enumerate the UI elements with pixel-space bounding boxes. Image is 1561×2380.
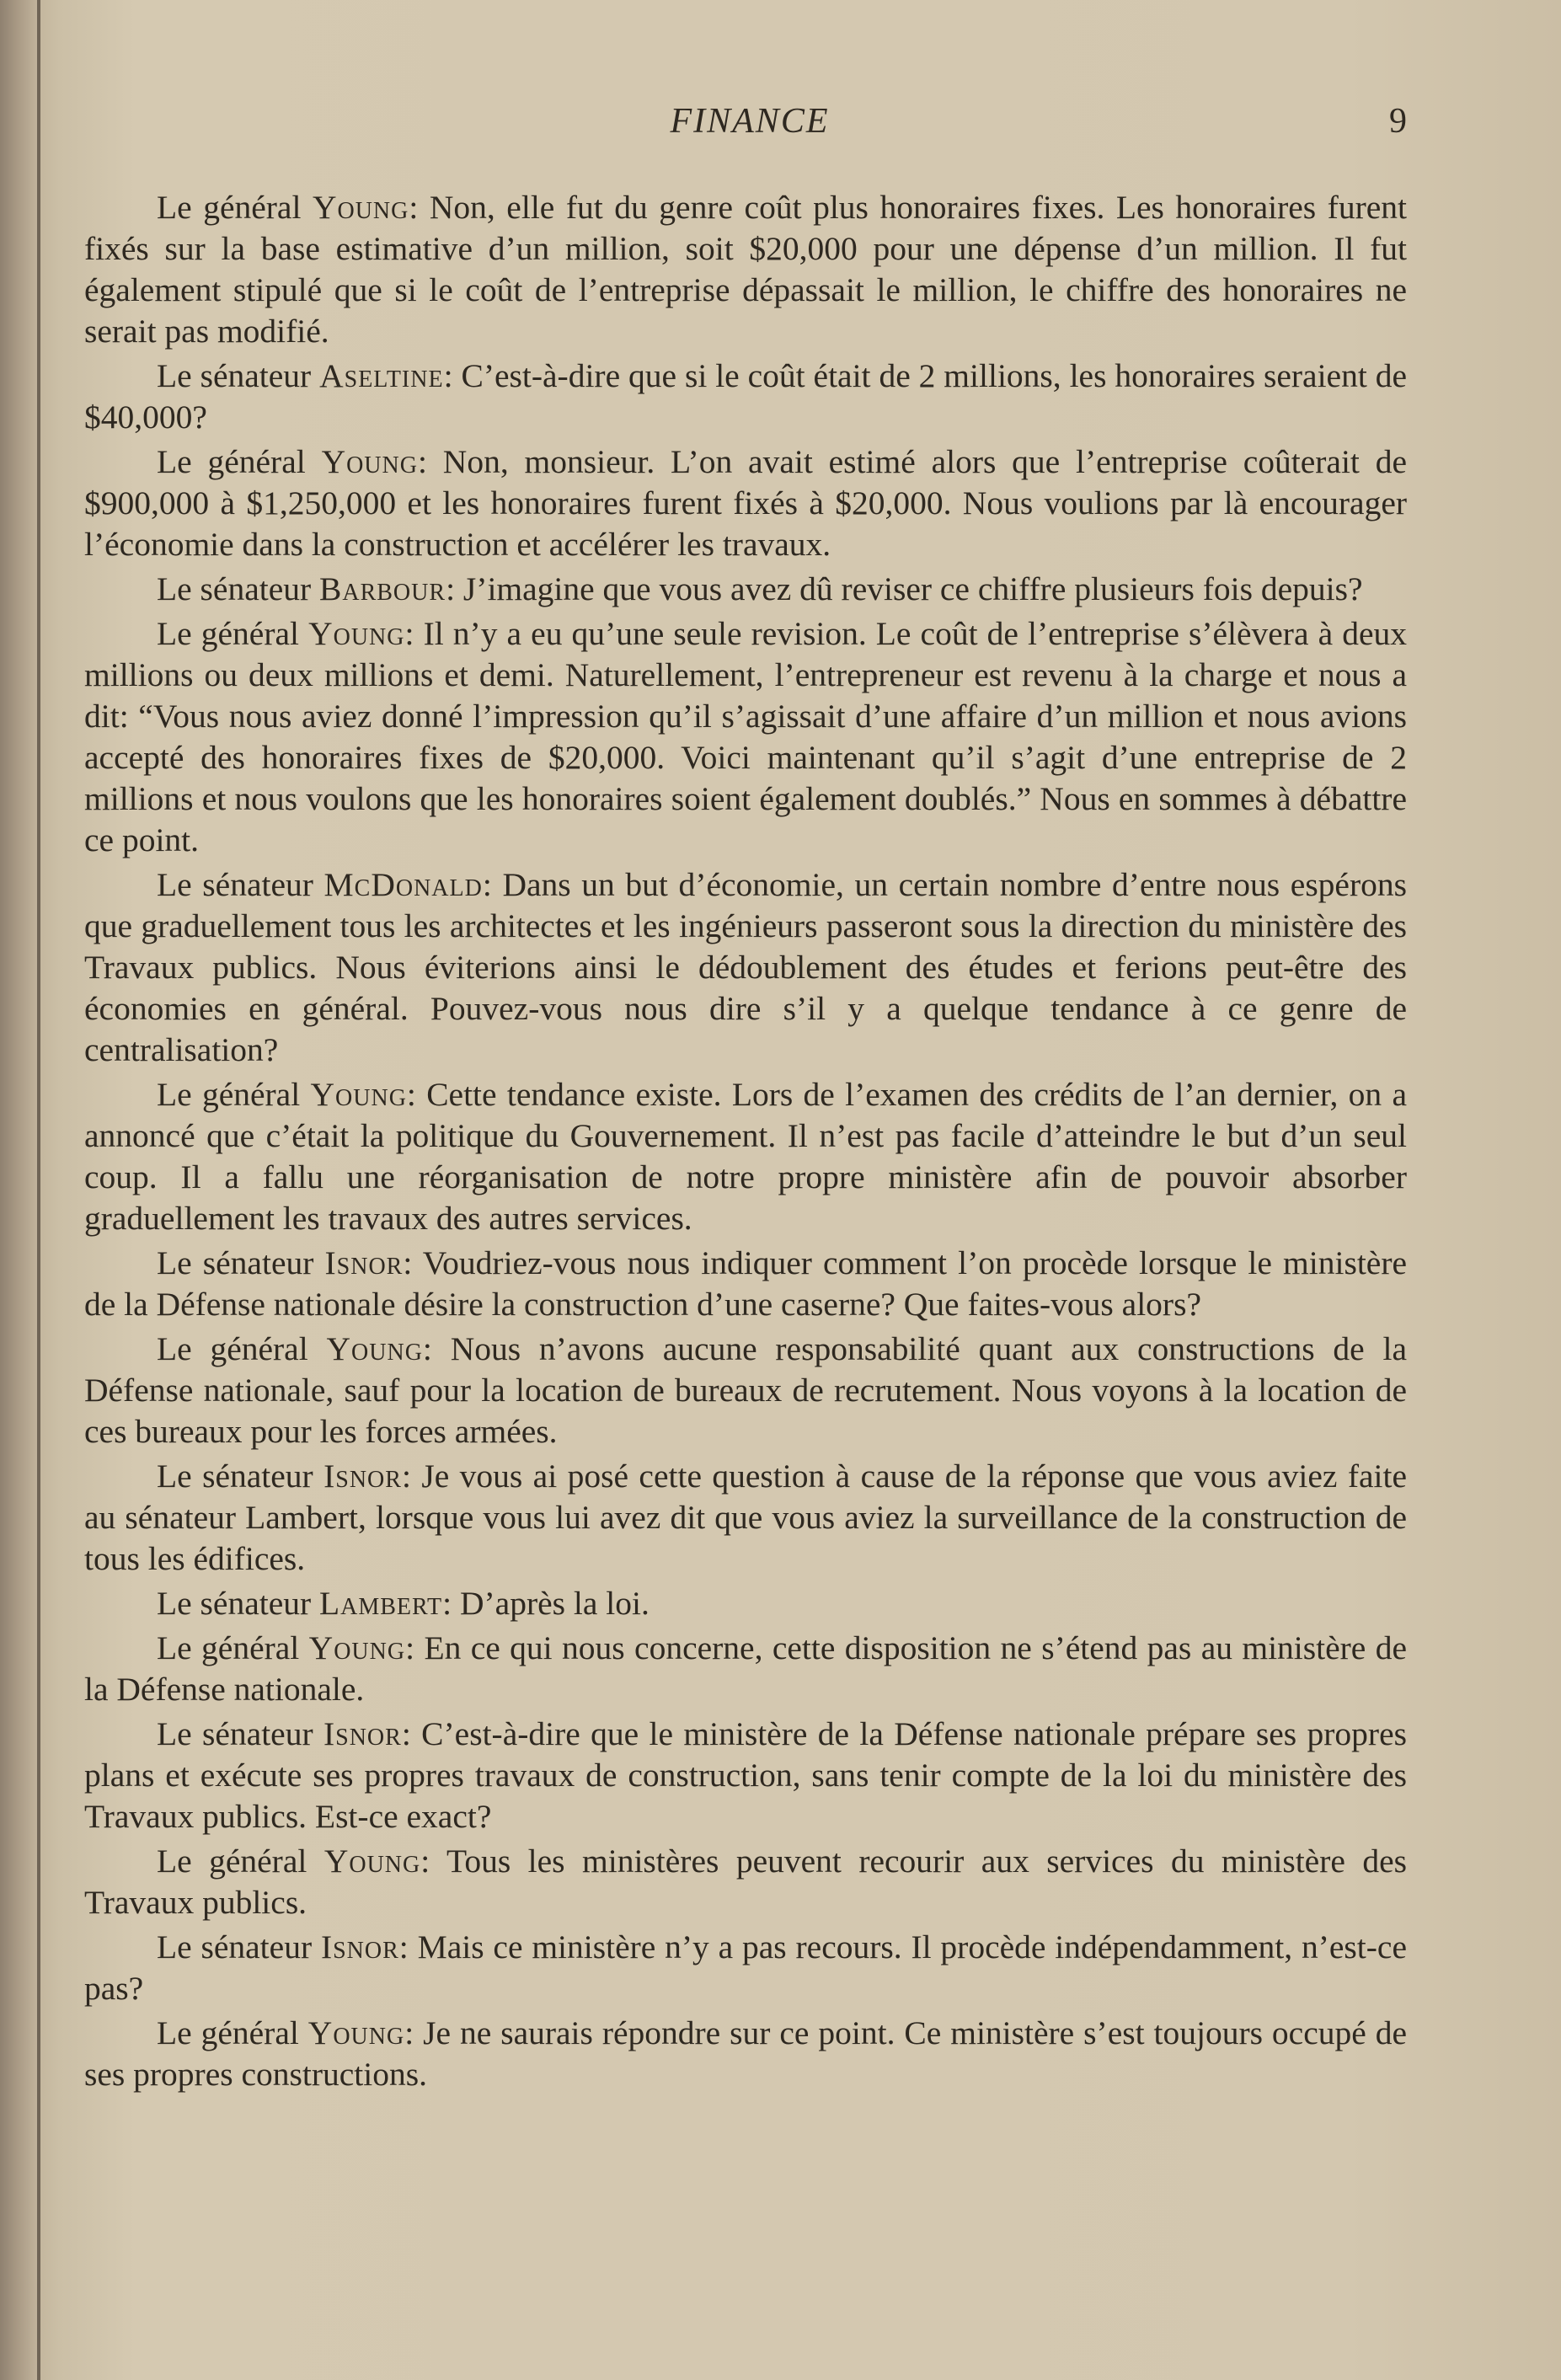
speaker-name: McDonald — [323, 866, 483, 903]
paragraph-text: : C’est-à-dire que le ministère de la Défense nationale prépare ses propres plans et exécute ses propres travaux de construction, sans tenir compte de la loi du ministère des Travaux publics. Est-ce exact? — [84, 1715, 1407, 1835]
transcript-paragraph — [84, 1841, 1407, 1923]
speaker-name: Young — [308, 615, 405, 652]
transcript-paragraph — [84, 569, 1407, 610]
binding-gutter — [37, 0, 40, 2380]
speaker-name: Aseltine — [319, 357, 444, 394]
transcript-paragraph — [84, 1927, 1407, 2009]
transcript-paragraph — [84, 864, 1407, 1071]
transcript-paragraph — [84, 441, 1407, 565]
speaker-title: Le général — [157, 1629, 300, 1666]
transcript-paragraph — [84, 1329, 1407, 1452]
speaker-title: Le sénateur — [157, 866, 313, 903]
speaker-name: Isnor — [324, 1244, 404, 1281]
paragraph-text: : Il n’y a eu qu’une seule revision. Le coût de l’entreprise s’élèvera à deux millions ou deux millions et demi. Naturellement, l’entrepreneur est revenu à la charge et nous a dit: “Vous nous aviez donné l’impression qu’il s’agissait d’une affaire d’un million et nous avions accepté des honoraires fixes de $20,000. Voici maintenant qu’il s’agit d’une entreprise de 2 millions et nous voulons que les honoraires soient également doublés.” Nous en sommes à débattre ce point. — [84, 615, 1407, 858]
adjacent-page-edge — [0, 0, 37, 2380]
paragraph-text: : D’après la loi. — [442, 1585, 650, 1622]
paragraph-text: : Non, monsieur. L’on avait estimé alors que l’entreprise coûterait de $900,000 à $1,250,000 et les honoraires furent fixés à $20,000. Nous voulions par là encourager l’économie dans la construction et accélérer les travaux. — [84, 443, 1408, 563]
speaker-name: Young — [312, 189, 409, 226]
transcript-paragraph — [84, 1714, 1407, 1837]
speaker-name: Isnor — [323, 1457, 402, 1495]
speaker-name: Young — [308, 1629, 406, 1666]
paragraph-text: : Je ne saurais répondre sur ce point. Ce ministère s’est toujours occupé de ses propres constructions. — [84, 2014, 1408, 2093]
paragraph-text: : Non, elle fut du genre coût plus honoraires fixes. Les honoraires furent fixés sur la base estimative d’un million, soit $20,000 pour une dépense d’un million. Il fut également stipulé que si le coût de l’entreprise dépassait le million, le chiffre des honoraires ne serait pas modifié. — [84, 189, 1407, 350]
speaker-name: Young — [321, 443, 418, 480]
speaker-title: Le sénateur — [157, 1457, 313, 1495]
speaker-title: Le général — [157, 1076, 301, 1113]
transcript-paragraph — [84, 187, 1407, 352]
paragraph-text: : Tous les ministères peuvent recourir aux services du ministère des Travaux publics. — [84, 1842, 1408, 1921]
transcript-paragraph — [84, 1583, 1407, 1624]
paragraph-text: : Je vous ai posé cette question à cause de la réponse que vous aviez faite au sénateur Lambert, lorsque vous lui avez dit que vous aviez la surveillance de la construction de tous les édifices. — [84, 1457, 1407, 1577]
paragraph-text: : En ce qui nous concerne, cette disposition ne s’étend pas au ministère de la Défense nationale. — [84, 1629, 1408, 1708]
transcript-paragraph — [84, 2013, 1407, 2095]
speaker-name: Young — [326, 1330, 423, 1367]
speaker-title: Le général — [157, 443, 306, 480]
paragraph-text: : J’imagine que vous avez dû reviser ce chiffre plusieurs fois depuis? — [446, 570, 1363, 607]
speaker-title: Le général — [157, 2014, 299, 2051]
paragraph-text: : C’est-à-dire que si le coût était de 2 millions, les honoraires seraient de $40,000? — [84, 357, 1407, 436]
speaker-title: Le sénateur — [157, 357, 312, 394]
speaker-name: Isnor — [320, 1928, 399, 1966]
transcript-paragraph — [84, 356, 1407, 438]
page-number: 9 — [1389, 102, 1407, 141]
paragraph-text: : Mais ce ministère n’y a pas recours. Il procède indépendamment, n’est-ce pas? — [84, 1928, 1407, 2007]
speaker-title: Le général — [157, 615, 299, 652]
page-header — [93, 101, 1407, 152]
speaker-name: Young — [307, 2014, 405, 2051]
speaker-title: Le général — [157, 189, 302, 226]
speaker-title: Le sénateur — [157, 1585, 312, 1622]
transcript-body — [84, 187, 1407, 2095]
speaker-name: Isnor — [323, 1715, 402, 1752]
speaker-title: Le sénateur — [157, 570, 312, 607]
paragraph-text: : Nous n’avons aucune responsabilité quant aux constructions de la Défense nationale, sauf pour la location de bureaux de recrutement. Nous voyons à la location de ces bureaux pour les forces armées. — [84, 1330, 1407, 1450]
speaker-title: Le sénateur — [157, 1244, 314, 1281]
paragraph-text: : Cette tendance existe. Lors de l’examen des crédits de l’an dernier, on a annoncé que c’était la politique du Gouvernement. Il n’est pas facile d’atteindre le but d’un seul coup. Il a fallu une réorganisation de notre propre ministère afin de pouvoir absorber graduellement les travaux des autres services. — [84, 1076, 1407, 1237]
speaker-name: Young — [310, 1076, 407, 1113]
paragraph-text: : Dans un but d’économie, un certain nombre d’entre nous espérons que graduellement tous les architectes et les ingénieurs passeront sous la direction du ministère des Travaux publics. Nous éviterions ainsi le dédoublement des études et ferions peut-être des économies en général. Pouvez-vous nous dire s’il y a quelque tendance à ce genre de centralisation? — [84, 866, 1407, 1068]
transcript-paragraph — [84, 1456, 1407, 1580]
transcript-paragraph — [84, 613, 1407, 861]
speaker-title: Le sénateur — [157, 1928, 313, 1966]
speaker-name: Young — [323, 1842, 421, 1880]
speaker-name: Barbour — [319, 570, 446, 607]
transcript-paragraph — [84, 1074, 1407, 1239]
paragraph-text: : Voudriez-vous nous indiquer comment l’on procède lorsque le ministère de la Défense nationale désire la construction d’une caserne? Que faites-vous alors? — [84, 1244, 1408, 1323]
transcript-paragraph — [84, 1243, 1407, 1325]
speaker-title: Le sénateur — [157, 1715, 313, 1752]
speaker-title: Le général — [157, 1330, 308, 1367]
running-title: FINANCE — [670, 102, 830, 141]
speaker-title: Le général — [157, 1842, 307, 1880]
speaker-name: Lambert — [319, 1585, 443, 1622]
transcript-paragraph — [84, 1628, 1407, 1710]
